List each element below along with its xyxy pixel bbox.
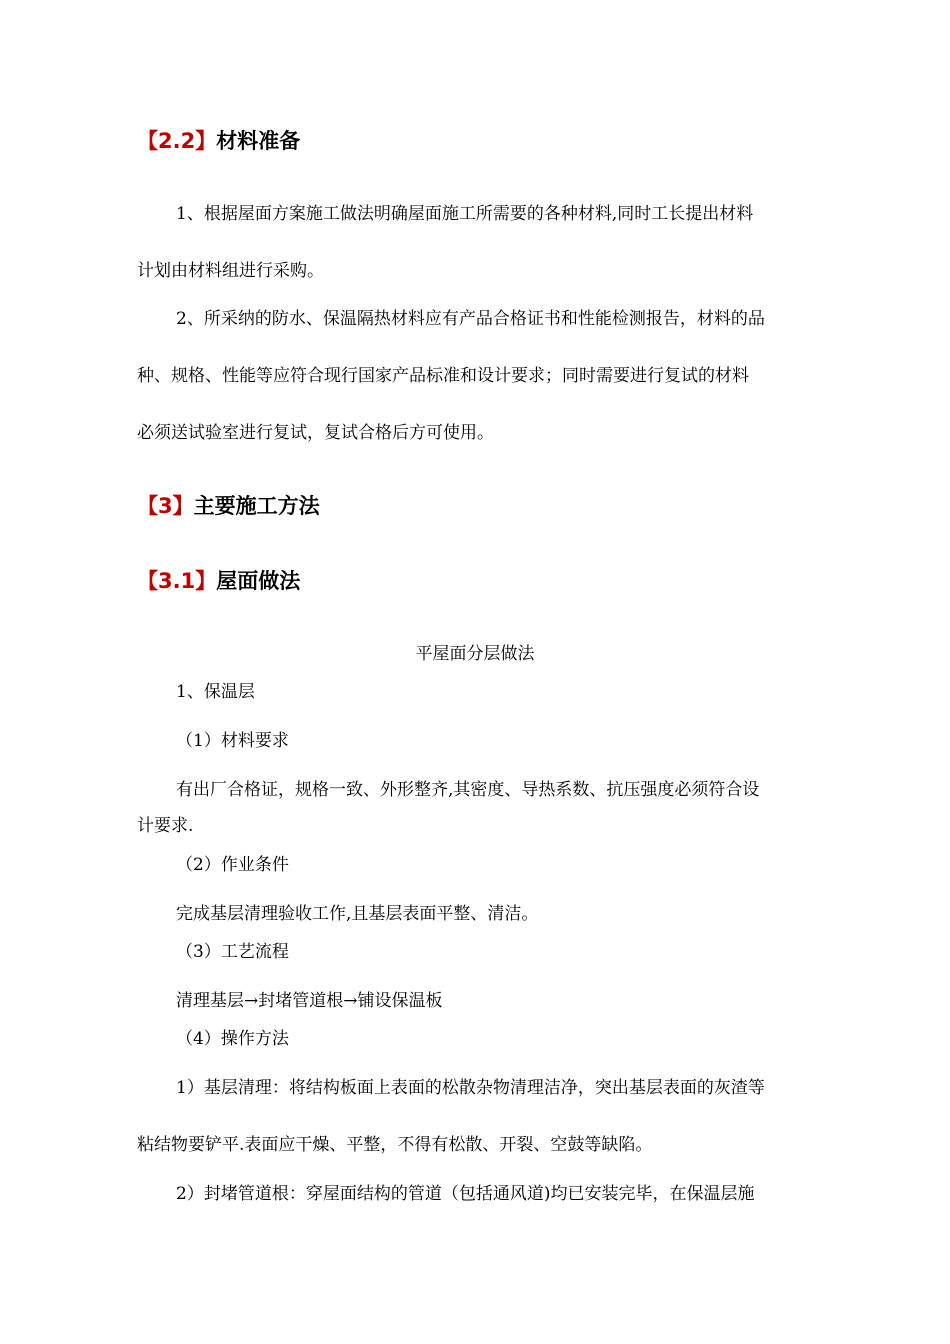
paragraph-line: 粘结物要铲平.表面应干燥、平整，不得有松散、开裂、空鼓等缺陷。	[137, 1135, 653, 1155]
section-number: 【3】	[137, 494, 194, 518]
list-item: （2）作业条件	[176, 855, 289, 875]
section-title: 主要施工方法	[193, 494, 320, 518]
section-number: 【2.2】	[137, 129, 217, 153]
paragraph-line: 计划由材料组进行采购。	[137, 261, 324, 281]
list-item: （3）工艺流程	[176, 942, 289, 962]
paragraph-line: 1）基层清理：将结构板面上表面的松散杂物清理洁净，突出基层表面的灰渣等	[176, 1078, 765, 1098]
list-item: （4）操作方法	[176, 1029, 289, 1049]
paragraph-line: 种、规格、性能等应符合现行国家产品标准和设计要求；同时需要进行复试的材料	[137, 366, 749, 386]
paragraph-line: 有出厂合格证，规格一致、外形整齐,其密度、导热系数、抗压强度必须符合设	[176, 780, 760, 800]
paragraph-line: 2）封堵管道根：穿屋面结构的管道（包括通风道)均已安装完毕，在保温层施	[176, 1184, 755, 1204]
list-item: 1、保温层	[176, 682, 255, 702]
figure-caption: 平屋面分层做法	[415, 644, 535, 664]
section-title: 材料准备	[216, 129, 301, 153]
section-heading-3-1	[137, 565, 300, 595]
section-number: 【3.1】	[137, 569, 217, 593]
paragraph-line: 2、所采纳的防水、保温隔热材料应有产品合格证书和性能检测报告，材料的品	[176, 309, 765, 329]
section-heading-3	[137, 490, 320, 520]
paragraph-line: 计要求.	[137, 816, 194, 836]
paragraph-line: 必须送试验室进行复试，复试合格后方可使用。	[137, 423, 494, 443]
section-heading-2-2	[137, 125, 300, 155]
paragraph-line: 1、根据屋面方案施工做法明确屋面施工所需要的各种材料,同时工长提出材料	[176, 204, 754, 224]
list-item: （1）材料要求	[176, 731, 289, 751]
section-title: 屋面做法	[216, 569, 301, 593]
paragraph-line: 完成基层清理验收工作,且基层表面平整、清洁。	[176, 904, 539, 924]
paragraph-line: 清理基层→封堵管道根→铺设保温板	[176, 991, 443, 1011]
